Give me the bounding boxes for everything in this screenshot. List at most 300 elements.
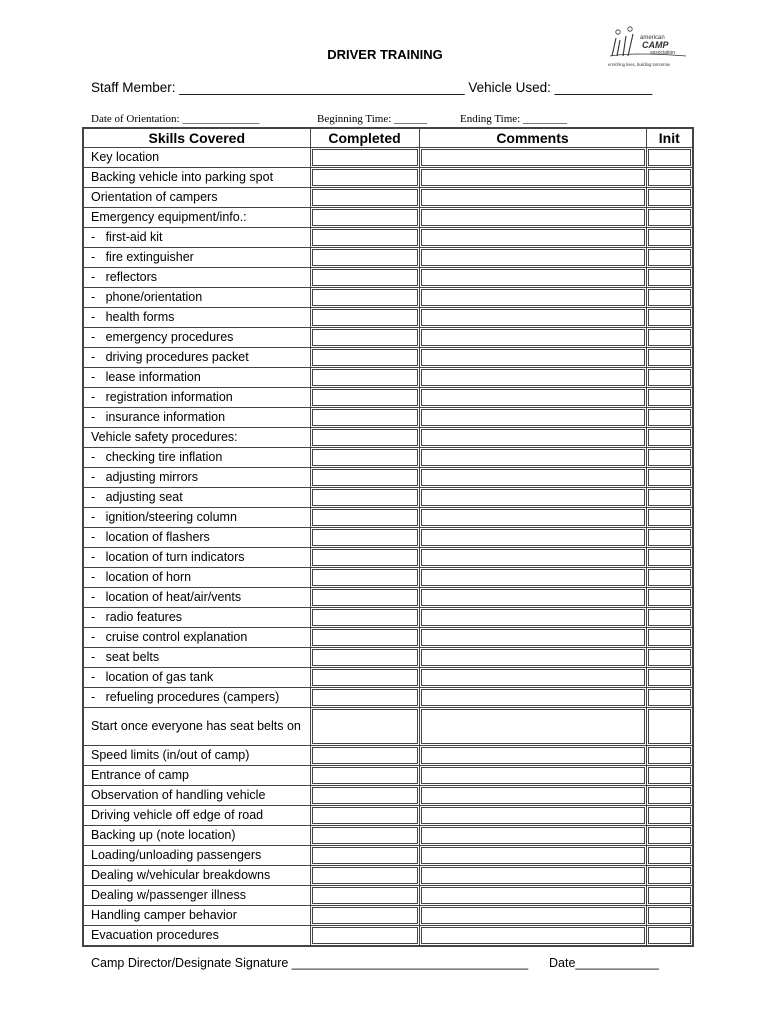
completed-cell[interactable] — [310, 488, 419, 508]
comments-cell-box[interactable] — [421, 189, 645, 206]
comments-cell[interactable] — [419, 648, 646, 668]
completed-cell-box[interactable] — [312, 469, 418, 486]
init-cell[interactable] — [646, 608, 693, 628]
table-row — [83, 648, 693, 668]
init-cell-box[interactable] — [648, 569, 692, 586]
completed-cell[interactable] — [310, 508, 419, 528]
completed-cell-box[interactable] — [312, 509, 418, 526]
skill-label: - health forms — [83, 308, 310, 328]
init-cell-box[interactable] — [648, 689, 692, 706]
init-cell[interactable] — [646, 648, 693, 668]
completed-cell[interactable] — [310, 568, 419, 588]
init-cell[interactable] — [646, 148, 693, 168]
completed-cell-box[interactable] — [312, 549, 418, 566]
init-cell[interactable] — [646, 288, 693, 308]
init-cell-box[interactable] — [648, 529, 692, 546]
skill-label: - location of gas tank — [83, 668, 310, 688]
skill-label: Observation of handling vehicle — [83, 786, 310, 806]
comments-cell-box[interactable] — [421, 569, 645, 586]
skill-label: Dealing w/passenger illness — [83, 886, 310, 906]
comments-cell[interactable] — [419, 746, 646, 766]
completed-cell-box[interactable] — [312, 529, 418, 546]
init-cell-box[interactable] — [648, 289, 692, 306]
init-cell-box[interactable] — [648, 549, 692, 566]
init-cell-box[interactable] — [648, 489, 692, 506]
completed-cell-box[interactable] — [312, 709, 418, 744]
comments-cell-box[interactable] — [421, 669, 645, 686]
comments-cell-box[interactable] — [421, 847, 645, 864]
completed-cell[interactable] — [310, 688, 419, 708]
comments-cell-box[interactable] — [421, 309, 645, 326]
comments-cell[interactable] — [419, 148, 646, 168]
comments-cell[interactable] — [419, 886, 646, 906]
comments-cell[interactable] — [419, 608, 646, 628]
comments-cell[interactable] — [419, 428, 646, 448]
comments-cell-box[interactable] — [421, 927, 645, 944]
comments-cell[interactable] — [419, 188, 646, 208]
init-cell[interactable] — [646, 826, 693, 846]
comments-cell-box[interactable] — [421, 369, 645, 386]
init-cell-box[interactable] — [648, 389, 692, 406]
comments-cell[interactable] — [419, 688, 646, 708]
comments-cell[interactable] — [419, 668, 646, 688]
init-cell[interactable] — [646, 428, 693, 448]
completed-cell[interactable] — [310, 288, 419, 308]
init-cell-box[interactable] — [648, 907, 692, 924]
comments-cell-box[interactable] — [421, 149, 645, 166]
init-cell-box[interactable] — [648, 747, 692, 764]
init-cell-box[interactable] — [648, 807, 692, 824]
skill-label: - phone/orientation — [83, 288, 310, 308]
init-cell[interactable] — [646, 528, 693, 548]
comments-cell[interactable] — [419, 348, 646, 368]
completed-cell-box[interactable] — [312, 887, 418, 904]
comments-cell-box[interactable] — [421, 449, 645, 466]
comments-cell-box[interactable] — [421, 289, 645, 306]
comments-cell[interactable] — [419, 588, 646, 608]
table-row — [83, 746, 693, 766]
completed-cell-box[interactable] — [312, 569, 418, 586]
init-cell[interactable] — [646, 228, 693, 248]
init-cell-box[interactable] — [648, 927, 692, 944]
comments-cell[interactable] — [419, 228, 646, 248]
completed-cell-box[interactable] — [312, 229, 418, 246]
comments-cell[interactable] — [419, 708, 646, 746]
init-cell[interactable] — [646, 708, 693, 746]
completed-cell-box[interactable] — [312, 807, 418, 824]
completed-cell-box[interactable] — [312, 189, 418, 206]
completed-cell-box[interactable] — [312, 767, 418, 784]
skill-label: - checking tire inflation — [83, 448, 310, 468]
skill-label: Orientation of campers — [83, 188, 310, 208]
table-row — [83, 188, 693, 208]
completed-cell[interactable] — [310, 608, 419, 628]
init-cell[interactable] — [646, 548, 693, 568]
table-row — [83, 448, 693, 468]
skill-label: - adjusting seat — [83, 488, 310, 508]
completed-cell[interactable] — [310, 408, 419, 428]
completed-cell[interactable] — [310, 846, 419, 866]
completed-cell[interactable] — [310, 628, 419, 648]
comments-cell[interactable] — [419, 268, 646, 288]
beginning-time: Beginning Time: ______ — [317, 113, 428, 125]
skill-label: - location of horn — [83, 568, 310, 588]
skill-label: Handling camper behavior — [83, 906, 310, 926]
completed-cell-box[interactable] — [312, 847, 418, 864]
completed-cell[interactable] — [310, 388, 419, 408]
comments-cell-box[interactable] — [421, 589, 645, 606]
init-cell-box[interactable] — [648, 149, 692, 166]
init-cell-box[interactable] — [648, 887, 692, 904]
comments-cell-box[interactable] — [421, 489, 645, 506]
init-cell[interactable] — [646, 448, 693, 468]
completed-cell-box[interactable] — [312, 747, 418, 764]
init-cell[interactable] — [646, 926, 693, 947]
comments-cell-box[interactable] — [421, 787, 645, 804]
init-cell-box[interactable] — [648, 787, 692, 804]
completed-cell-box[interactable] — [312, 269, 418, 286]
skill-label: - location of heat/air/vents — [83, 588, 310, 608]
init-cell[interactable] — [646, 746, 693, 766]
init-cell-box[interactable] — [648, 649, 692, 666]
init-cell[interactable] — [646, 508, 693, 528]
init-cell[interactable] — [646, 766, 693, 786]
init-cell-box[interactable] — [648, 449, 692, 466]
completed-cell-box[interactable] — [312, 329, 418, 346]
skill-label: Vehicle safety procedures: — [83, 428, 310, 448]
table-row — [83, 468, 693, 488]
init-cell-box[interactable] — [648, 369, 692, 386]
comments-cell[interactable] — [419, 628, 646, 648]
init-cell[interactable] — [646, 408, 693, 428]
completed-cell[interactable] — [310, 348, 419, 368]
completed-cell-box[interactable] — [312, 309, 418, 326]
skill-label: - radio features — [83, 608, 310, 628]
init-cell-box[interactable] — [648, 827, 692, 844]
skill-label: - adjusting mirrors — [83, 468, 310, 488]
init-cell[interactable] — [646, 468, 693, 488]
completed-cell[interactable] — [310, 766, 419, 786]
completed-cell-box[interactable] — [312, 609, 418, 626]
init-cell[interactable] — [646, 846, 693, 866]
skill-label: - location of flashers — [83, 528, 310, 548]
comments-cell-box[interactable] — [421, 747, 645, 764]
init-cell[interactable] — [646, 588, 693, 608]
init-cell[interactable] — [646, 786, 693, 806]
completed-cell-box[interactable] — [312, 689, 418, 706]
comments-cell-box[interactable] — [421, 429, 645, 446]
table-row — [83, 866, 693, 886]
table-row — [83, 906, 693, 926]
skill-label: Entrance of camp — [83, 766, 310, 786]
init-cell[interactable] — [646, 248, 693, 268]
completed-cell[interactable] — [310, 548, 419, 568]
completed-cell-box[interactable] — [312, 629, 418, 646]
init-cell[interactable] — [646, 168, 693, 188]
init-cell[interactable] — [646, 628, 693, 648]
init-cell-box[interactable] — [648, 709, 692, 744]
completed-cell[interactable] — [310, 708, 419, 746]
init-cell[interactable] — [646, 388, 693, 408]
comments-cell[interactable] — [419, 846, 646, 866]
init-cell-box[interactable] — [648, 669, 692, 686]
completed-cell-box[interactable] — [312, 429, 418, 446]
comments-cell-box[interactable] — [421, 689, 645, 706]
comments-cell-box[interactable] — [421, 609, 645, 626]
comments-cell[interactable] — [419, 548, 646, 568]
completed-cell[interactable] — [310, 428, 419, 448]
completed-cell[interactable] — [310, 328, 419, 348]
skill-label: - refueling procedures (campers) — [83, 688, 310, 708]
completed-cell[interactable] — [310, 906, 419, 926]
table-row — [83, 886, 693, 906]
comments-cell[interactable] — [419, 388, 646, 408]
completed-cell[interactable] — [310, 368, 419, 388]
comments-cell-box[interactable] — [421, 827, 645, 844]
init-cell-box[interactable] — [648, 847, 692, 864]
comments-cell[interactable] — [419, 288, 646, 308]
skills-table — [82, 127, 694, 947]
init-cell[interactable] — [646, 906, 693, 926]
orientation-meta-line — [91, 113, 567, 125]
skill-label: Backing up (note location) — [83, 826, 310, 846]
comments-cell-box[interactable] — [421, 867, 645, 884]
table-row — [83, 846, 693, 866]
completed-cell[interactable] — [310, 806, 419, 826]
skill-label: - ignition/steering column — [83, 508, 310, 528]
table-row — [83, 288, 693, 308]
completed-cell-box[interactable] — [312, 867, 418, 884]
completed-cell[interactable] — [310, 826, 419, 846]
skill-label: - location of turn indicators — [83, 548, 310, 568]
skill-label: - first-aid kit — [83, 228, 310, 248]
comments-cell-box[interactable] — [421, 907, 645, 924]
init-cell-box[interactable] — [648, 629, 692, 646]
skill-label: Evacuation procedures — [83, 926, 310, 947]
completed-cell[interactable] — [310, 786, 419, 806]
skills-table-body — [83, 148, 693, 947]
comments-cell-box[interactable] — [421, 269, 645, 286]
comments-cell-box[interactable] — [421, 649, 645, 666]
init-cell-box[interactable] — [648, 209, 692, 226]
completed-cell-box[interactable] — [312, 907, 418, 924]
init-cell-box[interactable] — [648, 169, 692, 186]
skill-label: Speed limits (in/out of camp) — [83, 746, 310, 766]
init-cell[interactable] — [646, 866, 693, 886]
comments-cell-box[interactable] — [421, 529, 645, 546]
init-cell[interactable] — [646, 886, 693, 906]
comments-cell[interactable] — [419, 488, 646, 508]
table-row — [83, 548, 693, 568]
init-cell[interactable] — [646, 688, 693, 708]
signature-line: Camp Director/Designate Signature __________________________________ Date____________ — [91, 956, 659, 970]
init-cell-box[interactable] — [648, 329, 692, 346]
comments-cell-box[interactable] — [421, 469, 645, 486]
init-cell-box[interactable] — [648, 867, 692, 884]
init-cell-box[interactable] — [648, 429, 692, 446]
init-cell-box[interactable] — [648, 229, 692, 246]
comments-cell-box[interactable] — [421, 887, 645, 904]
completed-cell-box[interactable] — [312, 389, 418, 406]
comments-cell[interactable] — [419, 786, 646, 806]
table-row — [83, 568, 693, 588]
completed-cell-box[interactable] — [312, 489, 418, 506]
comments-cell[interactable] — [419, 208, 646, 228]
completed-cell[interactable] — [310, 168, 419, 188]
table-row — [83, 388, 693, 408]
comments-cell-box[interactable] — [421, 709, 645, 744]
table-row — [83, 608, 693, 628]
completed-cell-box[interactable] — [312, 449, 418, 466]
header-skills-covered: Skills Covered — [83, 128, 310, 148]
completed-cell[interactable] — [310, 648, 419, 668]
comments-cell-box[interactable] — [421, 549, 645, 566]
table-header-row — [83, 128, 693, 148]
completed-cell-box[interactable] — [312, 649, 418, 666]
completed-cell[interactable] — [310, 588, 419, 608]
table-row — [83, 168, 693, 188]
init-cell[interactable] — [646, 308, 693, 328]
completed-cell[interactable] — [310, 248, 419, 268]
completed-cell-box[interactable] — [312, 927, 418, 944]
comments-cell[interactable] — [419, 766, 646, 786]
init-cell[interactable] — [646, 208, 693, 228]
completed-cell[interactable] — [310, 668, 419, 688]
comments-cell-box[interactable] — [421, 409, 645, 426]
comments-cell[interactable] — [419, 906, 646, 926]
completed-cell-box[interactable] — [312, 209, 418, 226]
comments-cell[interactable] — [419, 528, 646, 548]
init-cell[interactable] — [646, 806, 693, 826]
comments-cell[interactable] — [419, 926, 646, 947]
completed-cell[interactable] — [310, 308, 419, 328]
staff-vehicle-line: Staff Member: ______________________________________ Vehicle Used: _____________ — [91, 80, 653, 95]
init-cell-box[interactable] — [648, 309, 692, 326]
init-cell-box[interactable] — [648, 249, 692, 266]
logo-org-line1: american — [640, 35, 665, 41]
ending-time: Ending Time: ________ — [460, 113, 567, 125]
comments-cell[interactable] — [419, 168, 646, 188]
completed-cell-box[interactable] — [312, 669, 418, 686]
completed-cell[interactable] — [310, 448, 419, 468]
init-cell-box[interactable] — [648, 349, 692, 366]
init-cell-box[interactable] — [648, 609, 692, 626]
completed-cell[interactable] — [310, 886, 419, 906]
completed-cell-box[interactable] — [312, 349, 418, 366]
init-cell[interactable] — [646, 668, 693, 688]
completed-cell-box[interactable] — [312, 149, 418, 166]
comments-cell[interactable] — [419, 248, 646, 268]
init-cell-box[interactable] — [648, 189, 692, 206]
skill-label: Emergency equipment/info.: — [83, 208, 310, 228]
completed-cell[interactable] — [310, 268, 419, 288]
comments-cell[interactable] — [419, 568, 646, 588]
comments-cell[interactable] — [419, 368, 646, 388]
comments-cell[interactable] — [419, 806, 646, 826]
comments-cell-box[interactable] — [421, 807, 645, 824]
completed-cell[interactable] — [310, 228, 419, 248]
completed-cell[interactable] — [310, 468, 419, 488]
comments-cell-box[interactable] — [421, 249, 645, 266]
init-cell[interactable] — [646, 328, 693, 348]
completed-cell[interactable] — [310, 866, 419, 886]
completed-cell-box[interactable] — [312, 589, 418, 606]
init-cell-box[interactable] — [648, 269, 692, 286]
logo-org-line2: CAMP — [642, 40, 669, 50]
table-row — [83, 826, 693, 846]
skill-label: - insurance information — [83, 408, 310, 428]
header-comments: Comments — [419, 128, 646, 148]
comments-cell[interactable] — [419, 408, 646, 428]
header-init: Init — [646, 128, 693, 148]
completed-cell[interactable] — [310, 528, 419, 548]
comments-cell[interactable] — [419, 328, 646, 348]
skill-label: - seat belts — [83, 648, 310, 668]
table-row — [83, 786, 693, 806]
comments-cell-box[interactable] — [421, 169, 645, 186]
skill-label: - cruise control explanation — [83, 628, 310, 648]
comments-cell-box[interactable] — [421, 767, 645, 784]
comments-cell-box[interactable] — [421, 629, 645, 646]
completed-cell[interactable] — [310, 746, 419, 766]
table-row — [83, 588, 693, 608]
skill-label: - fire extinguisher — [83, 248, 310, 268]
completed-cell-box[interactable] — [312, 169, 418, 186]
completed-cell[interactable] — [310, 148, 419, 168]
init-cell[interactable] — [646, 568, 693, 588]
page-title: DRIVER TRAINING — [327, 47, 443, 62]
comments-cell-box[interactable] — [421, 509, 645, 526]
table-row — [83, 368, 693, 388]
comments-cell-box[interactable] — [421, 209, 645, 226]
completed-cell-box[interactable] — [312, 249, 418, 266]
table-row — [83, 328, 693, 348]
init-cell[interactable] — [646, 268, 693, 288]
comments-cell[interactable] — [419, 826, 646, 846]
completed-cell-box[interactable] — [312, 369, 418, 386]
init-cell-box[interactable] — [648, 409, 692, 426]
init-cell-box[interactable] — [648, 469, 692, 486]
logo-tagline: enriching lives, building tomorrow — [608, 62, 670, 67]
init-cell[interactable] — [646, 488, 693, 508]
comments-cell-box[interactable] — [421, 389, 645, 406]
init-cell-box[interactable] — [648, 509, 692, 526]
init-cell[interactable] — [646, 188, 693, 208]
comments-cell[interactable] — [419, 448, 646, 468]
completed-cell[interactable] — [310, 926, 419, 947]
comments-cell[interactable] — [419, 308, 646, 328]
completed-cell[interactable] — [310, 188, 419, 208]
init-cell-box[interactable] — [648, 767, 692, 784]
comments-cell-box[interactable] — [421, 329, 645, 346]
comments-cell[interactable] — [419, 468, 646, 488]
comments-cell-box[interactable] — [421, 349, 645, 366]
comments-cell[interactable] — [419, 866, 646, 886]
comments-cell[interactable] — [419, 508, 646, 528]
completed-cell-box[interactable] — [312, 827, 418, 844]
table-row — [83, 688, 693, 708]
comments-cell-box[interactable] — [421, 229, 645, 246]
completed-cell-box[interactable] — [312, 409, 418, 426]
table-row — [83, 208, 693, 228]
skill-label: - lease information — [83, 368, 310, 388]
completed-cell[interactable] — [310, 208, 419, 228]
completed-cell-box[interactable] — [312, 289, 418, 306]
init-cell[interactable] — [646, 348, 693, 368]
init-cell[interactable] — [646, 368, 693, 388]
init-cell-box[interactable] — [648, 589, 692, 606]
completed-cell-box[interactable] — [312, 787, 418, 804]
